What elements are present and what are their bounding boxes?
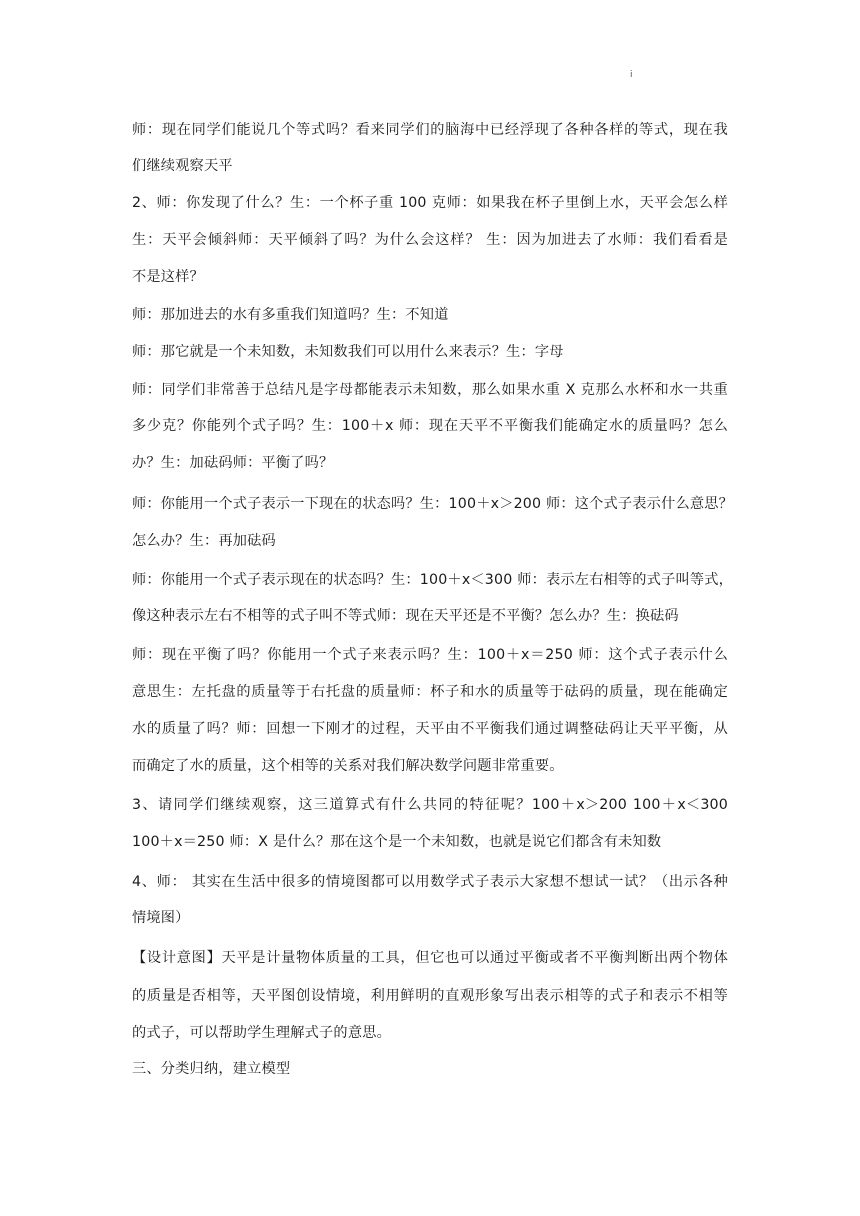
text-line: 水的质量了吗？师：回想一下刚才的过程，天平由不平衡我们通过调整砝码让天平平衡，从 — [132, 721, 728, 737]
text-line: 生：天平会倾斜师：天平倾斜了吗？为什么会这样？ 生：因为加进去了水师：我们看看是 — [132, 232, 728, 248]
section-heading: 三、分类归纳，建立模型 — [132, 1061, 291, 1077]
text-line: 而确定了水的质量，这个相等的关系对我们解决数学问题非常重要。 — [132, 758, 564, 774]
text-line: 师：你能用一个式子表示现在的状态吗？生：100＋x＜300 师：表示左右相等的式子叫等式， — [132, 572, 734, 588]
text-line: 师：那加进去的水有多重我们知道吗？生：不知道 — [132, 307, 449, 323]
text-line: 们继续观察天平 — [132, 158, 233, 174]
text-line: 不是这样？ — [132, 269, 204, 285]
text-line: 怎么办？生：再加砝码 — [132, 533, 276, 549]
text-line: 像这种表示左右不相等的式子叫不等式师：现在天平还是不平衡？怎么办？生：换砝码 — [132, 608, 679, 624]
text-line: 3、请同学们继续观察，这三道算式有什么共同的特征呢？100＋x＞200 100＋x＜300 — [132, 797, 728, 813]
text-line: 办？生：加砝码师：平衡了吗？ — [132, 455, 334, 471]
text-line: 师：同学们非常善于总结凡是字母都能表示未知数，那么如果水重 X 克那么水杯和水一共重 — [132, 382, 728, 398]
text-line: 师：那它就是一个未知数，未知数我们可以用什么来表示？生：字母 — [132, 344, 564, 360]
text-line: 意思生：左托盘的质量等于右托盘的质量师：杯子和水的质量等于砝码的质量，现在能确定 — [132, 684, 728, 700]
text-line: 情境图） — [132, 910, 190, 926]
text-line: 师：现在平衡了吗？你能用一个式子来表示吗？生：100＋x＝250 师：这个式子表示什么 — [132, 647, 728, 663]
text-line: 4、师： 其实在生活中很多的情境图都可以用数学式子表示大家想不想试一试？（出示各种 — [132, 874, 728, 890]
text-line: 2、师：你发现了什么？生：一个杯子重 100 克师：如果我在杯子里倒上水，天平会怎么样 — [132, 195, 728, 211]
text-line: 师：你能用一个式子表示一下现在的状态吗？生：100＋x＞200 师：这个式子表示什么意思？ — [132, 496, 734, 512]
text-line: 师：现在同学们能说几个等式吗？看来同学们的脑海中已经浮现了各种各样的等式，现在我 — [132, 122, 728, 138]
page-marker: i — [630, 70, 633, 80]
text-line: 的式子，可以帮助学生理解式子的意思。 — [132, 1025, 391, 1041]
text-line: 的质量是否相等，天平图创设情境，利用鲜明的直观形象写出表示相等的式子和表示不相等 — [132, 988, 728, 1004]
text-line: 100＋x＝250 师：X 是什么？那在这个是一个未知数，也就是说它们都含有未知数 — [132, 834, 662, 850]
text-line: 【设计意图】天平是计量物体质量的工具，但它也可以通过平衡或者不平衡判断出两个物体 — [132, 950, 728, 966]
text-line: 多少克？你能列个式子吗？生：100＋x 师：现在天平不平衡我们能确定水的质量吗？怎么 — [132, 418, 728, 434]
